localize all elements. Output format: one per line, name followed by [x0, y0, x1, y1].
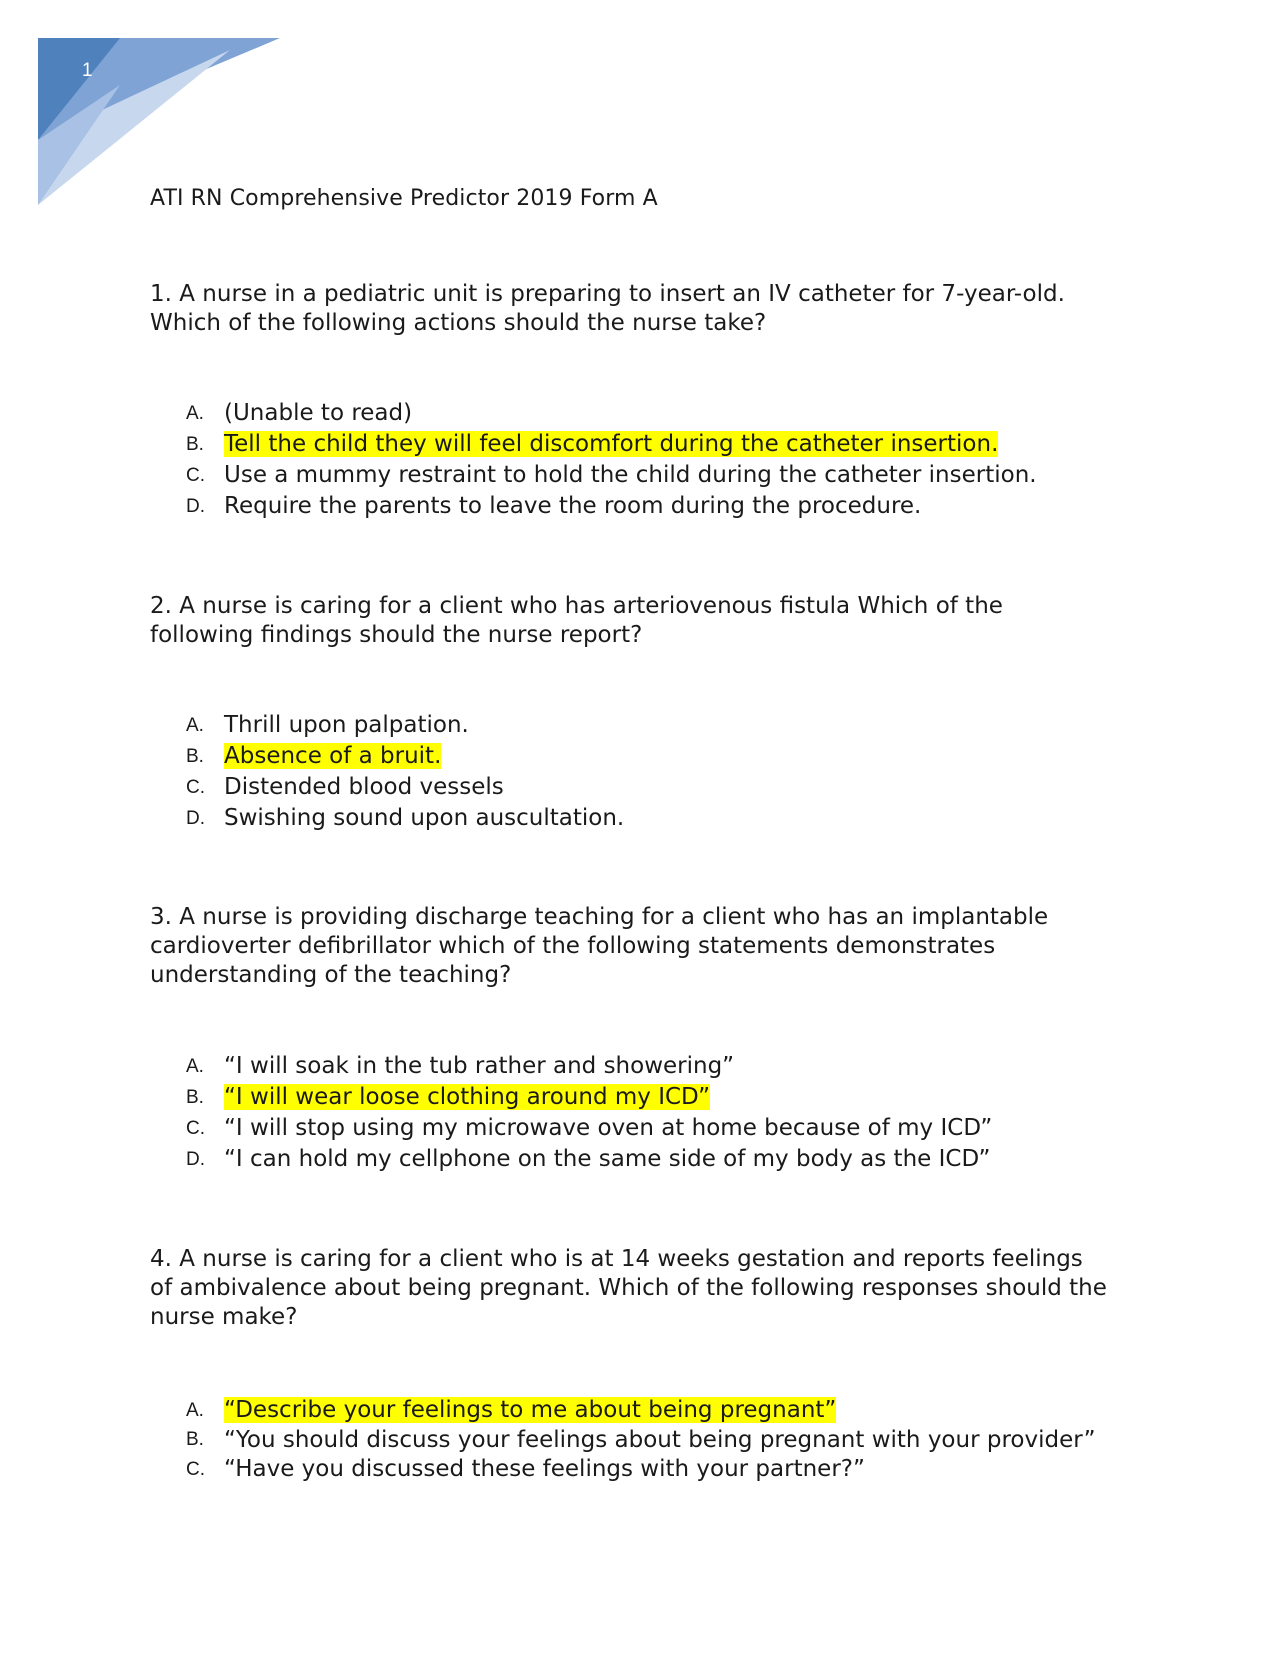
option-letter: B. — [186, 746, 204, 767]
option-letter: A. — [186, 1400, 204, 1421]
answer-option[interactable] — [186, 772, 1106, 803]
option-letter: D. — [186, 496, 205, 517]
answer-option[interactable] — [186, 1395, 1106, 1426]
answer-option[interactable] — [186, 491, 1106, 522]
answer-option[interactable] — [186, 460, 1106, 491]
document-title: ATI RN Comprehensive Predictor 2019 Form A — [150, 186, 658, 211]
answer-options — [186, 1051, 1106, 1175]
question-stem: 1. A nurse in a pediatric unit is preparing to insert an IV catheter for 7-year-old. Which of the following actions should the nurse take? — [150, 281, 1065, 336]
option-text: Distended blood vessels — [224, 774, 504, 800]
option-letter: A. — [186, 403, 204, 424]
answer-option[interactable] — [186, 1144, 1106, 1175]
answer-option[interactable] — [186, 803, 1106, 834]
option-text-highlighted: “I will wear loose clothing around my ICD” — [224, 1084, 711, 1110]
answer-option[interactable] — [186, 1426, 1106, 1454]
option-letter: B. — [186, 434, 204, 455]
option-text: “I will stop using my microwave oven at home because of my ICD” — [224, 1115, 993, 1141]
option-letter: C. — [186, 1118, 205, 1139]
option-text: “You should discuss your feelings about being pregnant with your provider” — [224, 1427, 1096, 1453]
option-text: Thrill upon palpation. — [224, 712, 469, 738]
option-letter: B. — [186, 1429, 204, 1450]
option-text: (Unable to read) — [224, 400, 413, 426]
option-text: “Have you discussed these feelings with your partner?” — [224, 1456, 865, 1482]
option-text-highlighted: Absence of a bruit. — [224, 743, 442, 769]
option-letter: B. — [186, 1087, 204, 1108]
option-text-highlighted: Tell the child they will feel discomfort during the catheter insertion. — [224, 431, 999, 457]
answer-options — [186, 398, 1106, 522]
option-text: Require the parents to leave the room during the procedure. — [224, 493, 922, 519]
option-letter: C. — [186, 465, 205, 486]
question-stem: 4. A nurse is caring for a client who is at 14 weeks gestation and reports feelings of ambivalence about being pregnant. Which of the following responses should the nurse make? — [150, 1246, 1107, 1330]
option-text: Use a mummy restraint to hold the child during the catheter insertion. — [224, 462, 1037, 488]
answer-option[interactable] — [186, 1454, 1106, 1485]
answer-option[interactable] — [186, 741, 1106, 772]
answer-option[interactable] — [186, 1082, 1106, 1113]
answer-option[interactable] — [186, 1113, 1106, 1144]
option-text-highlighted: “Describe your feelings to me about being pregnant” — [224, 1397, 837, 1423]
answer-option[interactable] — [186, 429, 1106, 460]
option-text: Swishing sound upon auscultation. — [224, 805, 625, 831]
answer-options — [186, 710, 1106, 834]
page-number: 1 — [82, 60, 93, 81]
answer-options — [186, 1395, 1106, 1485]
answer-option[interactable] — [186, 398, 1106, 429]
question-2 — [150, 592, 1110, 831]
question-3 — [150, 903, 1110, 1172]
question-stem: 3. A nurse is providing discharge teaching for a client who has an implantable cardioverter defibrillator which of the following statements demonstrates understanding of the teaching? — [150, 904, 1049, 988]
option-letter: C. — [186, 1459, 205, 1480]
option-letter: A. — [186, 715, 204, 736]
answer-option[interactable] — [186, 1051, 1106, 1082]
question-1 — [150, 280, 1110, 519]
option-letter: A. — [186, 1056, 204, 1077]
question-stem: 2. A nurse is caring for a client who has arteriovenous fistula Which of the following findings should the nurse report? — [150, 593, 1003, 648]
option-text: “I will soak in the tub rather and showering” — [224, 1053, 735, 1079]
option-letter: D. — [186, 808, 205, 829]
answer-option[interactable] — [186, 710, 1106, 741]
option-text: “I can hold my cellphone on the same side of my body as the ICD” — [224, 1146, 991, 1172]
question-4 — [150, 1245, 1110, 1482]
option-letter: D. — [186, 1149, 205, 1170]
option-letter: C. — [186, 777, 205, 798]
